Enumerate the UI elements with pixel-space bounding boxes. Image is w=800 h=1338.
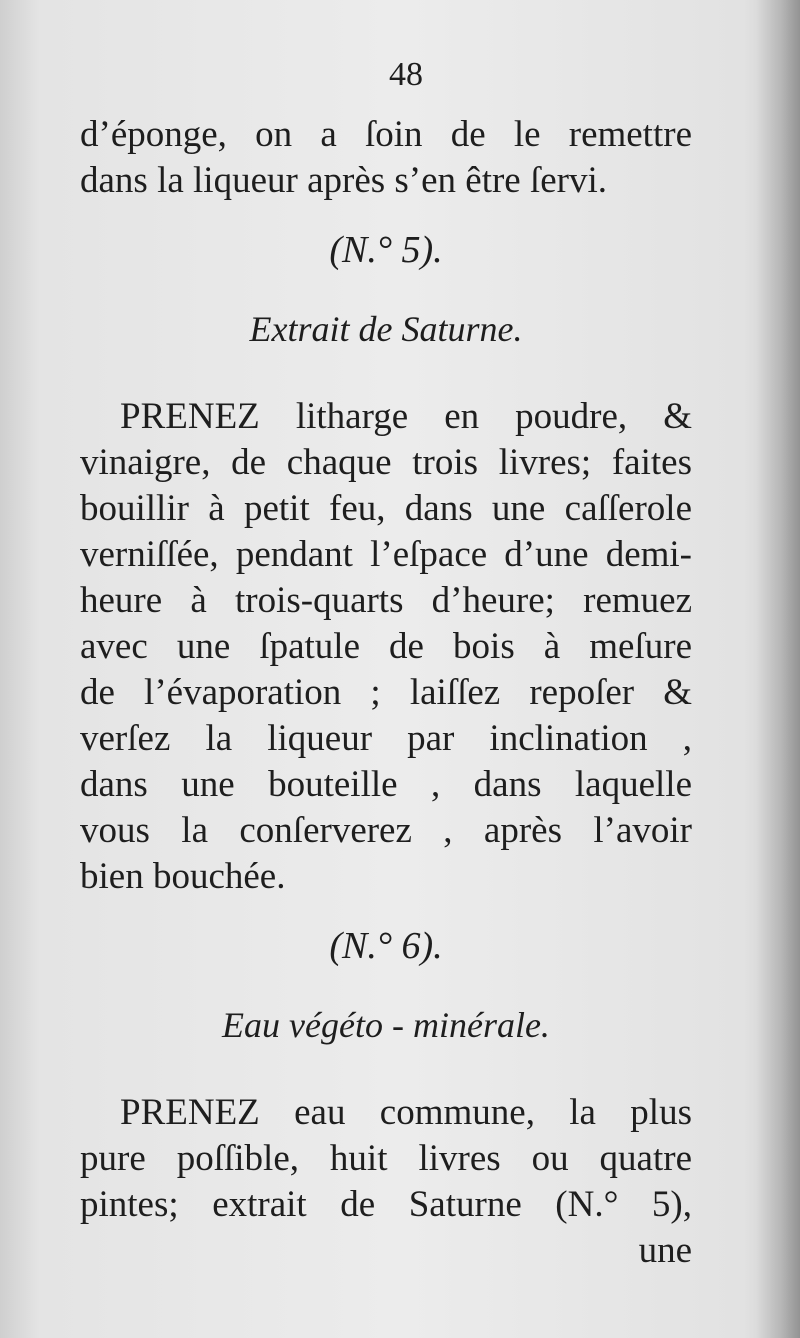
paragraph-line: verſez la liqueur par inclination , — [80, 718, 692, 759]
paragraph-line: bien bouchée. — [80, 856, 286, 897]
paragraph-line: vous la conſerverez , après l’avoir — [80, 810, 692, 851]
section-title: Extrait de Saturne. — [249, 309, 523, 349]
paragraph-line: verniſſée, pendant l’eſpace d’une demi- — [80, 534, 692, 575]
text-line: d’éponge, on a ſoin de le remettre — [80, 114, 692, 155]
paragraph-line: avec une ſpatule de bois à meſure — [80, 626, 692, 667]
paragraph-line: heure à trois-quarts d’heure; remuez — [80, 580, 692, 621]
section-title: Eau végéto - minérale. — [222, 1005, 550, 1045]
paragraph-line: PRENEZ eau commune, la plus — [120, 1092, 692, 1133]
paragraph-line: dans une bouteille , dans laquelle — [80, 764, 692, 805]
paragraph-line: de l’évaporation ; laiſſez repoſer & — [80, 672, 692, 713]
page-number: 48 — [389, 60, 423, 93]
section-number-heading: (N.° 6). — [329, 925, 443, 967]
paragraph-line: pure poſſible, huit livres ou quatre — [80, 1138, 692, 1179]
page-gutter-shadow — [756, 0, 800, 1338]
paragraph-line: vinaigre, de chaque trois livres; faites — [80, 442, 692, 483]
section-number-heading: (N.° 5). — [329, 229, 443, 271]
catchword: une — [638, 1230, 692, 1271]
paragraph-line: bouillir à petit feu, dans une caſſerole — [80, 488, 692, 529]
paragraph-line: PRENEZ litharge en poudre, & — [120, 396, 692, 437]
paragraph-line: pintes; extrait de Saturne (N.° 5), — [80, 1184, 692, 1225]
text-line: dans la liqueur après s’en être ſervi. — [80, 160, 608, 201]
page-text-block — [80, 60, 692, 1274]
